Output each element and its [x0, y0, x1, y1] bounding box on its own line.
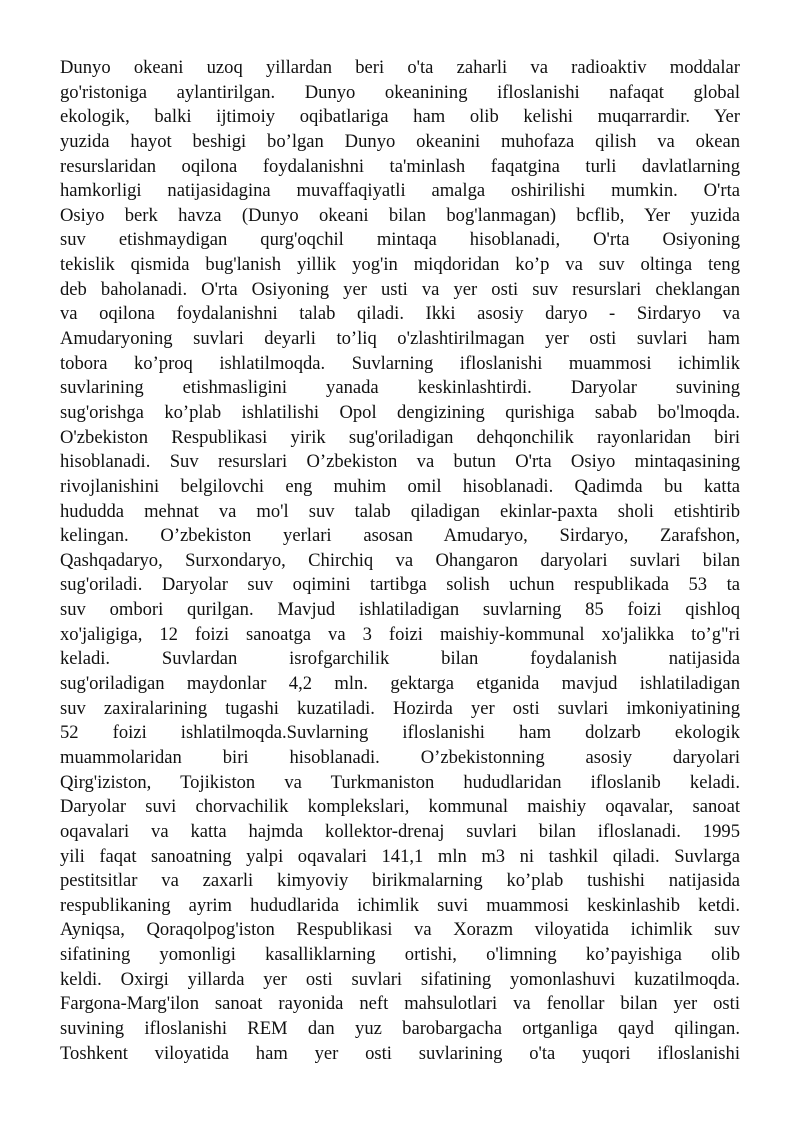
text-line: keldi. Oxirgi yillarda yer osti suvlari sifatining yomonlashuvi kuzatilmoqda. — [60, 968, 740, 990]
text-line: kelingan. O’zbekiston yerlari asosan Amudaryo, Sirdaryo, Zarafshon, — [60, 525, 740, 547]
text-line: ekologik, balki ijtimoiy oqibatlariga ham olib kelishi muqarrardir. Yer — [60, 106, 740, 128]
text-line: Qirg'iziston, Tojikiston va Turkmaniston hududlaridan ifloslanib keladi. — [60, 771, 740, 793]
text-line: suvlarining etishmasligini yanada keskinlashtirdi. Daryolar suvining — [60, 377, 740, 399]
text-line: va oqilona foydalanishni talab qiladi. Ikki asosiy daryo - Sirdaryo va — [60, 303, 740, 325]
text-line: suvining ifloslanishi REM dan yuz barobargacha ortganliga qayd qilingan. — [60, 1017, 740, 1039]
text-line: Daryolar suvi chorvachilik komplekslari, kommunal maishiy oqavalar, sanoat — [60, 796, 740, 818]
text-line: hamkorligi natijasidagina muvaffaqiyatli amalga oshirilishi mumkin. O'rta — [60, 180, 740, 202]
text-line: sifatining yomonligi kasalliklarning ortishi, o'limning ko’payishiga olib — [60, 944, 740, 966]
text-line: resurslaridan oqilona foydalanishni ta'minlash faqatgina turli davlatlarning — [60, 155, 740, 177]
text-line: Toshkent viloyatida ham yer osti suvlarining o'ta yuqori ifloslanishi — [60, 1042, 740, 1064]
text-line: sug'oriladi. Daryolar suv oqimini tartibga solish uchun respublikada 53 ta — [60, 574, 740, 596]
text-line: Amudaryoning suvlari deyarli to’liq o'zlashtirilmagan yer osti suvlari ham — [60, 328, 740, 350]
text-line: go'ristoniga aylantirilgan. Dunyo okeanining ifloslanishi nafaqat global — [60, 81, 740, 103]
text-line: sug'orishga ko’plab ishlatilishi Opol dengizining qurishiga sabab bo'lmoqda. — [60, 401, 740, 423]
text-line: hududda mehnat va mo'l suv talab qiladigan ekinlar-paxta sholi etishtirib — [60, 500, 740, 522]
text-line: Ayniqsa, Qoraqolpog'iston Respublikasi va Xorazm viloyatida ichimlik suv — [60, 919, 740, 941]
text-line: Dunyo okeani uzoq yillardan beri o'ta zaharli va radioaktiv moddalar — [60, 57, 740, 78]
text-line: tekislik qismida bug'lanish yillik yog'in miqdoridan ko’p va suv oltinga teng — [60, 254, 740, 276]
body-text — [60, 56, 740, 1066]
text-line: keladi. Suvlardan isrofgarchilik bilan foydalanish natijasida — [60, 648, 740, 670]
text-line: suv ombori qurilgan. Mavjud ishlatiladigan suvlarning 85 foizi qishloq — [60, 599, 740, 621]
text-line: muammolaridan biri hisoblanadi. O’zbekistonning asosiy daryolari — [60, 746, 740, 768]
text-line: suv etishmaydigan qurg'oqchil mintaqa hisoblanadi, O'rta Osiyoning — [60, 229, 740, 251]
text-line: Osiyo berk havza (Dunyo okeani bilan bog'lanmagan) bcflib, Yer yuzida — [60, 204, 740, 226]
text-line: deb baholanadi. O'rta Osiyoning yer usti va yer osti suv resurslari cheklangan — [60, 278, 740, 300]
text-line: 52 foizi ishlatilmoqda.Suvlarning ifloslanishi ham dolzarb ekologik — [60, 722, 740, 744]
text-line: oqavalari va katta hajmda kollektor-drenaj suvlari bilan ifloslanadi. 1995 — [60, 820, 740, 842]
text-line: Fargona-Marg'ilon sanoat rayonida neft mahsulotlari va fenollar bilan yer osti — [60, 993, 740, 1015]
text-line: rivojlanishini belgilovchi eng muhim omil hisoblanadi. Qadimda bu katta — [60, 475, 740, 497]
text-line: yuzida hayot beshigi bo’lgan Dunyo okeanini muhofaza qilish va okean — [60, 130, 740, 152]
text-line: sug'oriladigan maydonlar 4,2 mln. gektarga etganida mavjud ishlatiladigan — [60, 673, 740, 695]
text-line: yili faqat sanoatning yalpi oqavalari 141,1 mln m3 ni tashkil qiladi. Suvlarga — [60, 845, 740, 867]
text-line: respublikaning ayrim hududlarida ichimlik suvi muammosi keskinlashib ketdi. — [60, 894, 740, 916]
text-line: O'zbekiston Respublikasi yirik sug'oriladigan dehqonchilik rayonlaridan biri — [60, 426, 740, 448]
text-line: suv zaxiralarining tugashi kuzatiladi. Hozirda yer osti suvlari imkoniyatining — [60, 697, 740, 719]
text-line: Qashqadaryo, Surxondaryo, Chirchiq va Ohangaron daryolari suvlari bilan — [60, 549, 740, 571]
text-line: tobora ko’proq ishlatilmoqda. Suvlarning ifloslanishi muammosi ichimlik — [60, 352, 740, 374]
text-line: xo'jaligiga, 12 foizi sanoatga va 3 foizi maishiy-kommunal xo'jalikka to’g"ri — [60, 623, 740, 645]
text-line: hisoblanadi. Suv resurslari O’zbekiston va butun O'rta Osiyo mintaqasining — [60, 451, 740, 473]
text-line: pestitsitlar va zaxarli kimyoviy birikmalarning ko’plab tushishi natijasida — [60, 870, 740, 892]
